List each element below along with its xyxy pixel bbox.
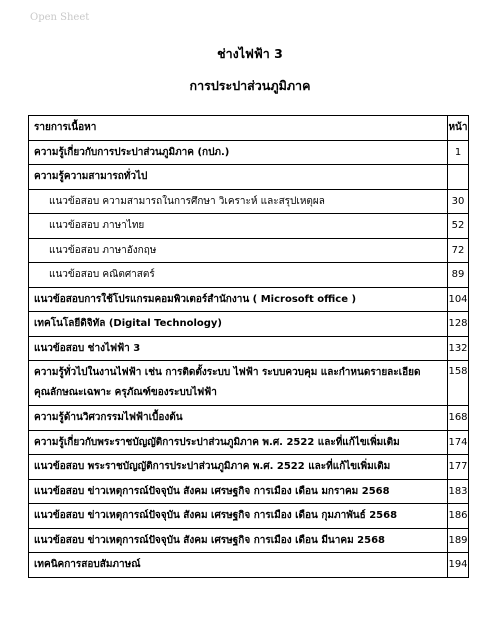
row-label-line-2: คุณลักษณะเฉพาะ ครุภัณฑ์ของระบบไฟฟ้า [34,387,217,398]
row-page: 174 [448,430,469,455]
document-title: ช่างไฟฟ้า 3 [217,46,283,61]
row-page: 89 [448,263,469,288]
row-label: ความรู้เกี่ยวกับพระราชบัญญัติการประปาส่วนภูมิภาค พ.ศ. 2522 และที่แก้ไขเพิ่มเติม [29,430,448,455]
row-page: 189 [448,528,469,553]
row-label: แนวข้อสอบ ภาษาไทย [29,214,448,239]
table-row [29,528,469,553]
table-row [29,361,469,406]
row-label: แนวข้อสอบ ความสามารถในการศึกษา วิเคราะห์ และสรุปเหตุผล [29,189,448,214]
row-label: ความรู้ด้านวิศวกรรมไฟฟ้าเบื้องต้น [29,406,448,431]
document-subtitle: การประปาส่วนภูมิภาค [189,78,311,93]
table-row [29,238,469,263]
table-row [29,336,469,361]
table-row [29,214,469,239]
table-row [29,406,469,431]
row-page: 168 [448,406,469,431]
row-label: แนวข้อสอบการใช้โปรแกรมคอมพิวเตอร์สำนักงาน ( Microsoft office ) [29,287,448,312]
row-page: 128 [448,312,469,337]
row-label: แนวข้อสอบ ข่าวเหตุการณ์ปัจจุบัน สังคม เศรษฐกิจ การเมือง เดือน กุมภาพันธ์ 2568 [29,504,448,529]
header-contents-label: รายการเนื้อหา [29,116,448,141]
row-label: แนวข้อสอบ ข่าวเหตุการณ์ปัจจุบัน สังคม เศรษฐกิจ การเมือง เดือน มีนาคม 2568 [29,528,448,553]
table-header-row [29,116,469,141]
row-label: แนวข้อสอบ ช่างไฟฟ้า 3 [29,336,448,361]
row-label: เทคโนโลยีดิจิทัล (Digital Technology) [29,312,448,337]
row-page: 104 [448,287,469,312]
watermark: Open Sheet [30,12,90,23]
table-row [29,479,469,504]
table-row [29,504,469,529]
row-label: ความรู้เกี่ยวกับการประปาส่วนภูมิภาค (กปภ.) [29,140,448,165]
row-page: 194 [448,553,469,578]
row-label: เทคนิคการสอบสัมภาษณ์ [29,553,448,578]
row-page: 1 [448,140,469,165]
row-page [448,165,469,190]
row-page: 177 [448,455,469,480]
row-label: แนวข้อสอบ ข่าวเหตุการณ์ปัจจุบัน สังคม เศรษฐกิจ การเมือง เดือน มกราคม 2568 [29,479,448,504]
table-row [29,553,469,578]
row-label: แนวข้อสอบ คณิตศาสตร์ [29,263,448,288]
row-page: 72 [448,238,469,263]
row-page: 186 [448,504,469,529]
row-label: แนวข้อสอบ พระราชบัญญัติการประปาส่วนภูมิภาค พ.ศ. 2522 และที่แก้ไขเพิ่มเติม [29,455,448,480]
row-label: ความรู้ความสามารถทั่วไป [29,165,448,190]
row-label-line-1: ความรู้ทั่วไปในงานไฟฟ้า เช่น การติดตั้งระบบ ไฟฟ้า ระบบควบคุม และกำหนดรายละเอียด [34,367,421,378]
table-row [29,189,469,214]
row-page: 158 [448,361,469,406]
table-row [29,312,469,337]
table-row [29,430,469,455]
row-page: 183 [448,479,469,504]
row-label-multiline [29,361,448,406]
table-row [29,263,469,288]
row-page: 30 [448,189,469,214]
row-page: 132 [448,336,469,361]
header-page-label: หน้า [448,116,469,141]
table-row [29,455,469,480]
table-row [29,165,469,190]
row-label: แนวข้อสอบ ภาษาอังกฤษ [29,238,448,263]
table-row [29,287,469,312]
row-page: 52 [448,214,469,239]
table-row [29,140,469,165]
table-of-contents [28,115,469,578]
